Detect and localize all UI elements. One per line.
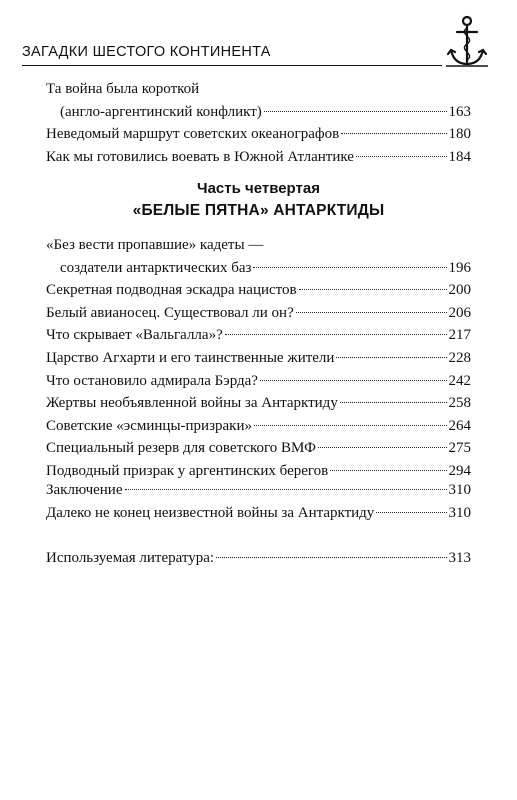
leader-dots <box>216 557 446 558</box>
toc-entry-title: Далеко не конец неизвестной войны за Антарктиду <box>46 504 375 521</box>
toc-entry-title: Заключение <box>46 482 123 498</box>
toc-entry[interactable] <box>46 123 471 146</box>
leader-dots <box>356 156 447 157</box>
leader-dots <box>340 402 447 403</box>
toc-literature <box>46 547 471 570</box>
leader-dots <box>376 512 446 513</box>
leader-dots <box>299 289 447 290</box>
leader-dots <box>336 357 446 358</box>
toc-entry-page: 275 <box>448 440 471 457</box>
toc-entry-title: Как мы готовились воевать в Южной Атлантике <box>46 148 354 165</box>
toc-entry-page: 228 <box>448 349 471 366</box>
toc-entry-page: 200 <box>448 282 471 299</box>
leader-dots <box>330 470 446 471</box>
toc-entry[interactable] <box>46 479 471 502</box>
toc-entry-title: создатели антарктических баз <box>60 259 252 276</box>
toc-entry[interactable] <box>46 437 471 460</box>
toc-entry-title: Секретная подводная эскадра нацистов <box>46 282 297 299</box>
toc-entry[interactable] <box>46 392 471 415</box>
header-rule <box>22 65 442 66</box>
toc-top <box>46 78 471 168</box>
toc-entry[interactable] <box>46 370 471 393</box>
toc-entry[interactable] <box>46 347 471 370</box>
part-label: Часть четвертая <box>197 180 320 197</box>
toc-entry-title: Неведомый маршрут советских океанографов <box>46 126 340 143</box>
toc-entry[interactable] <box>46 302 471 325</box>
leader-dots <box>254 425 447 426</box>
toc-part4 <box>46 234 471 483</box>
running-header <box>22 14 494 70</box>
toc-entry[interactable] <box>46 279 471 302</box>
toc-entry-page: 264 <box>448 417 471 434</box>
toc-entry-page: 180 <box>448 126 471 143</box>
toc-entry-page: 313 <box>448 550 471 566</box>
toc-entry-page: 242 <box>448 372 471 389</box>
toc-entry[interactable] <box>46 234 471 279</box>
leader-dots <box>260 380 447 381</box>
toc-entry-title: Царство Агхарти и его таинственные жители <box>46 349 335 366</box>
part-heading <box>46 178 471 222</box>
toc-entry-page: 196 <box>448 259 471 276</box>
leader-dots <box>225 334 447 335</box>
leader-dots <box>296 312 447 313</box>
part-title: «БЕЛЫЕ ПЯТНА» АНТАРКТИДЫ <box>132 202 385 219</box>
toc-entry-title: Что остановило адмирала Бэрда? <box>46 372 258 389</box>
toc-entry[interactable] <box>46 78 471 123</box>
toc-end <box>46 479 471 524</box>
toc-entry[interactable] <box>46 415 471 438</box>
header-title: ЗАГАДКИ ШЕСТОГО КОНТИНЕНТА <box>22 44 271 60</box>
toc-entry-page: 163 <box>448 103 471 120</box>
toc-entry-title: Используемая литература: <box>46 550 215 566</box>
anchor-icon <box>446 14 488 70</box>
toc-entry-page: 294 <box>448 462 471 479</box>
toc-entry-title: Советские «эсминцы-призраки» <box>46 417 252 434</box>
toc-entry[interactable] <box>46 547 471 570</box>
toc-entry-title: Специальный резерв для советского ВМФ <box>46 440 317 457</box>
leader-dots <box>253 267 446 268</box>
toc-entry-page: 217 <box>448 327 471 344</box>
toc-entry[interactable] <box>46 146 471 169</box>
toc-entry-title: Что скрывает «Вальгалла»? <box>46 327 223 344</box>
toc-entry-title: Та война была короткой <box>46 81 200 97</box>
toc-entry-title: Подводный призрак у аргентинских берегов <box>46 462 329 479</box>
leader-dots <box>125 489 447 490</box>
toc-entry-title: Жертвы необъявленной войны за Антарктиду <box>46 395 338 412</box>
toc-entry-title: «Без вести пропавшие» кадеты — <box>46 237 264 253</box>
toc-entry-title: (англо-аргентинский конфликт) <box>60 103 262 120</box>
toc-entry-page: 258 <box>448 395 471 412</box>
toc-entry[interactable] <box>46 324 471 347</box>
leader-dots <box>341 133 446 134</box>
toc-entry-page: 310 <box>448 482 471 498</box>
toc-entry-title: Белый авианосец. Существовал ли он? <box>46 304 294 321</box>
toc-entry[interactable] <box>46 502 471 525</box>
toc-entry-page: 206 <box>448 304 471 321</box>
leader-dots <box>264 111 447 112</box>
toc-entry-page: 184 <box>448 148 471 165</box>
leader-dots <box>318 447 446 448</box>
toc-entry-page: 310 <box>448 504 471 521</box>
